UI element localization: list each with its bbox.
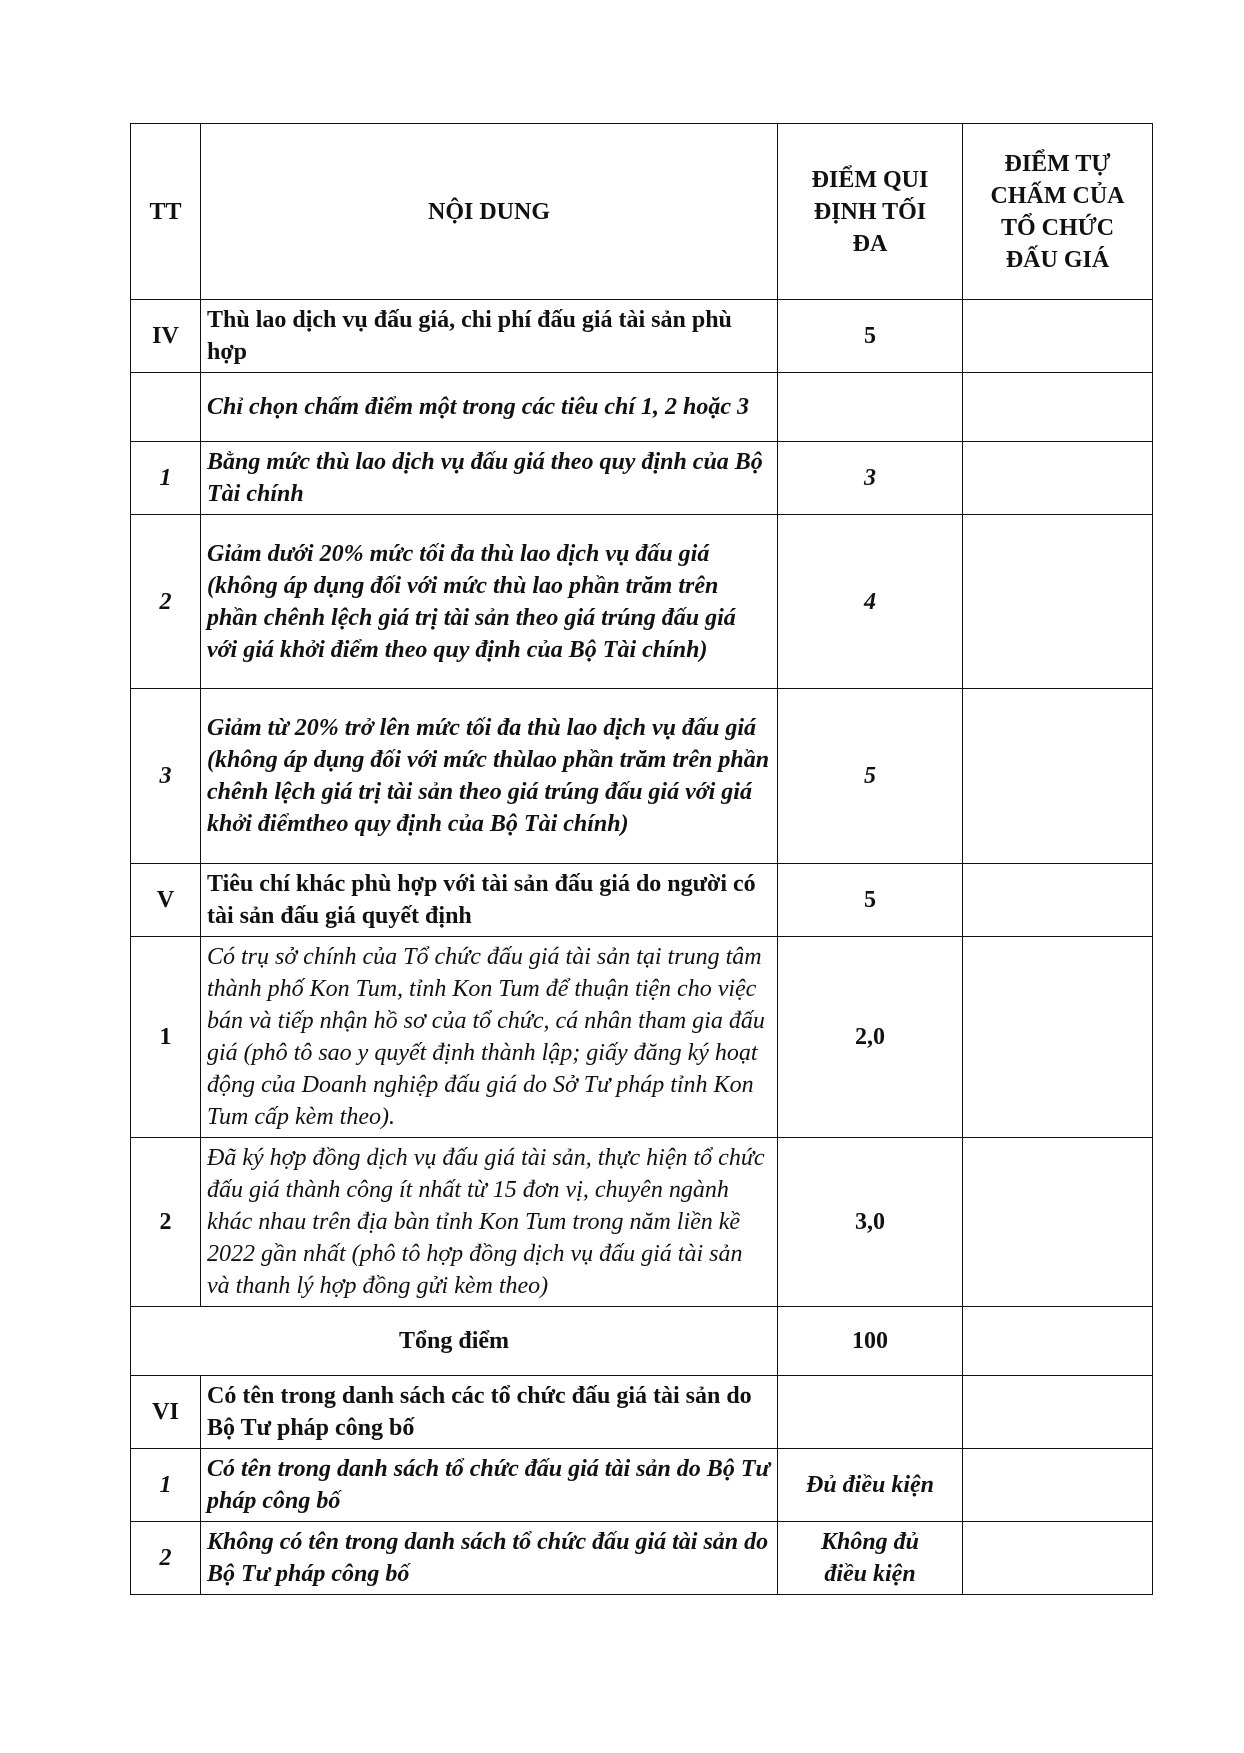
row-content: Có trụ sở chính của Tổ chức đấu giá tài sản tại trung tâm thành phố Kon Tum, tỉnh Kon Tum để thuận tiện cho việc bán và tiếp nhận hồ sơ của tổ chức, cá nhân tham gia đấu giá (phô tô sao y quyết định thành lập; giấy đăng ký hoạt động của Doanh nghiệp đấu giá do Sở Tư pháp tỉnh Kon Tum cấp kèm theo). [201, 937, 778, 1138]
row-content: Chỉ chọn chấm điểm một trong các tiêu chí 1, 2 hoặc 3 [201, 373, 778, 442]
table-row [131, 864, 1153, 937]
row-points: 5 [778, 864, 963, 937]
row-tt: IV [131, 300, 201, 373]
row-points [778, 1376, 963, 1449]
row-self-points [963, 1138, 1153, 1307]
row-self-points [963, 1376, 1153, 1449]
row-points: 3 [778, 442, 963, 515]
row-content: Giảm dưới 20% mức tối đa thù lao dịch vụ đấu giá (không áp dụng đối với mức thù lao phần trăm trên phần chênh lệch giá trị tài sản theo giá trúng đấu giá với giá khởi điểm theo quy định của Bộ Tài chính) [201, 515, 778, 689]
row-tt: 1 [131, 1449, 201, 1522]
row-tt: V [131, 864, 201, 937]
table-row [131, 937, 1153, 1138]
total-row [131, 1307, 1153, 1376]
row-points: 4 [778, 515, 963, 689]
row-content: Giảm từ 20% trở lên mức tối đa thù lao dịch vụ đấu giá (không áp dụng đối với mức thùlao phần trăm trên phần chênh lệch giá trị tài sản theo giá trúng đấu giá với giá khởi điểmtheo quy định của Bộ Tài chính) [201, 689, 778, 864]
row-self-points [963, 689, 1153, 864]
row-self-points [963, 937, 1153, 1138]
header-self-points: ĐIỂM TỰ CHẤM CỦA TỔ CHỨC ĐẤU GIÁ [963, 124, 1153, 300]
header-content: NỘI DUNG [201, 124, 778, 300]
table-row [131, 442, 1153, 515]
row-content: Đã ký hợp đồng dịch vụ đấu giá tài sản, thực hiện tổ chức đấu giá thành công ít nhất từ 15 đơn vị, chuyên ngành khác nhau trên địa bàn tỉnh Kon Tum trong năm liền kề 2022 gần nhất (phô tô hợp đồng dịch vụ đấu giá tài sản và thanh lý hợp đồng gửi kèm theo) [201, 1138, 778, 1307]
row-tt: 1 [131, 442, 201, 515]
total-points: 100 [778, 1307, 963, 1376]
header-row [131, 124, 1153, 300]
row-points: 5 [778, 300, 963, 373]
row-self-points [963, 1522, 1153, 1595]
row-content: Có tên trong danh sách các tổ chức đấu giá tài sản do Bộ Tư pháp công bố [201, 1376, 778, 1449]
row-points: Không đủ điều kiện [778, 1522, 963, 1595]
table-row [131, 1449, 1153, 1522]
row-points: Đủ điều kiện [778, 1449, 963, 1522]
row-tt: 1 [131, 937, 201, 1138]
row-self-points [963, 373, 1153, 442]
row-tt: VI [131, 1376, 201, 1449]
row-tt: 2 [131, 515, 201, 689]
row-tt: 2 [131, 1522, 201, 1595]
row-content: Không có tên trong danh sách tổ chức đấu giá tài sản do Bộ Tư pháp công bố [201, 1522, 778, 1595]
table-row [131, 1376, 1153, 1449]
table-row [131, 515, 1153, 689]
table-row [131, 373, 1153, 442]
row-tt: 2 [131, 1138, 201, 1307]
row-self-points [963, 300, 1153, 373]
header-tt: TT [131, 124, 201, 300]
total-label: Tổng điểm [131, 1307, 778, 1376]
table-row [131, 1138, 1153, 1307]
row-content: Tiêu chí khác phù hợp với tài sản đấu giá do người có tài sản đấu giá quyết định [201, 864, 778, 937]
row-tt [131, 373, 201, 442]
scoring-table [130, 123, 1153, 1595]
table-row [131, 1522, 1153, 1595]
header-max-points: ĐIỂM QUI ĐỊNH TỐI ĐA [778, 124, 963, 300]
row-points: 2,0 [778, 937, 963, 1138]
row-content: Bằng mức thù lao dịch vụ đấu giá theo quy định của Bộ Tài chính [201, 442, 778, 515]
row-self-points [963, 515, 1153, 689]
total-self-points [963, 1307, 1153, 1376]
row-self-points [963, 864, 1153, 937]
table-row [131, 689, 1153, 864]
row-points [778, 373, 963, 442]
row-self-points [963, 1449, 1153, 1522]
row-points: 3,0 [778, 1138, 963, 1307]
row-content: Thù lao dịch vụ đấu giá, chi phí đấu giá tài sản phù hợp [201, 300, 778, 373]
row-points: 5 [778, 689, 963, 864]
table-row [131, 300, 1153, 373]
row-tt: 3 [131, 689, 201, 864]
row-content: Có tên trong danh sách tổ chức đấu giá tài sản do Bộ Tư pháp công bố [201, 1449, 778, 1522]
row-self-points [963, 442, 1153, 515]
